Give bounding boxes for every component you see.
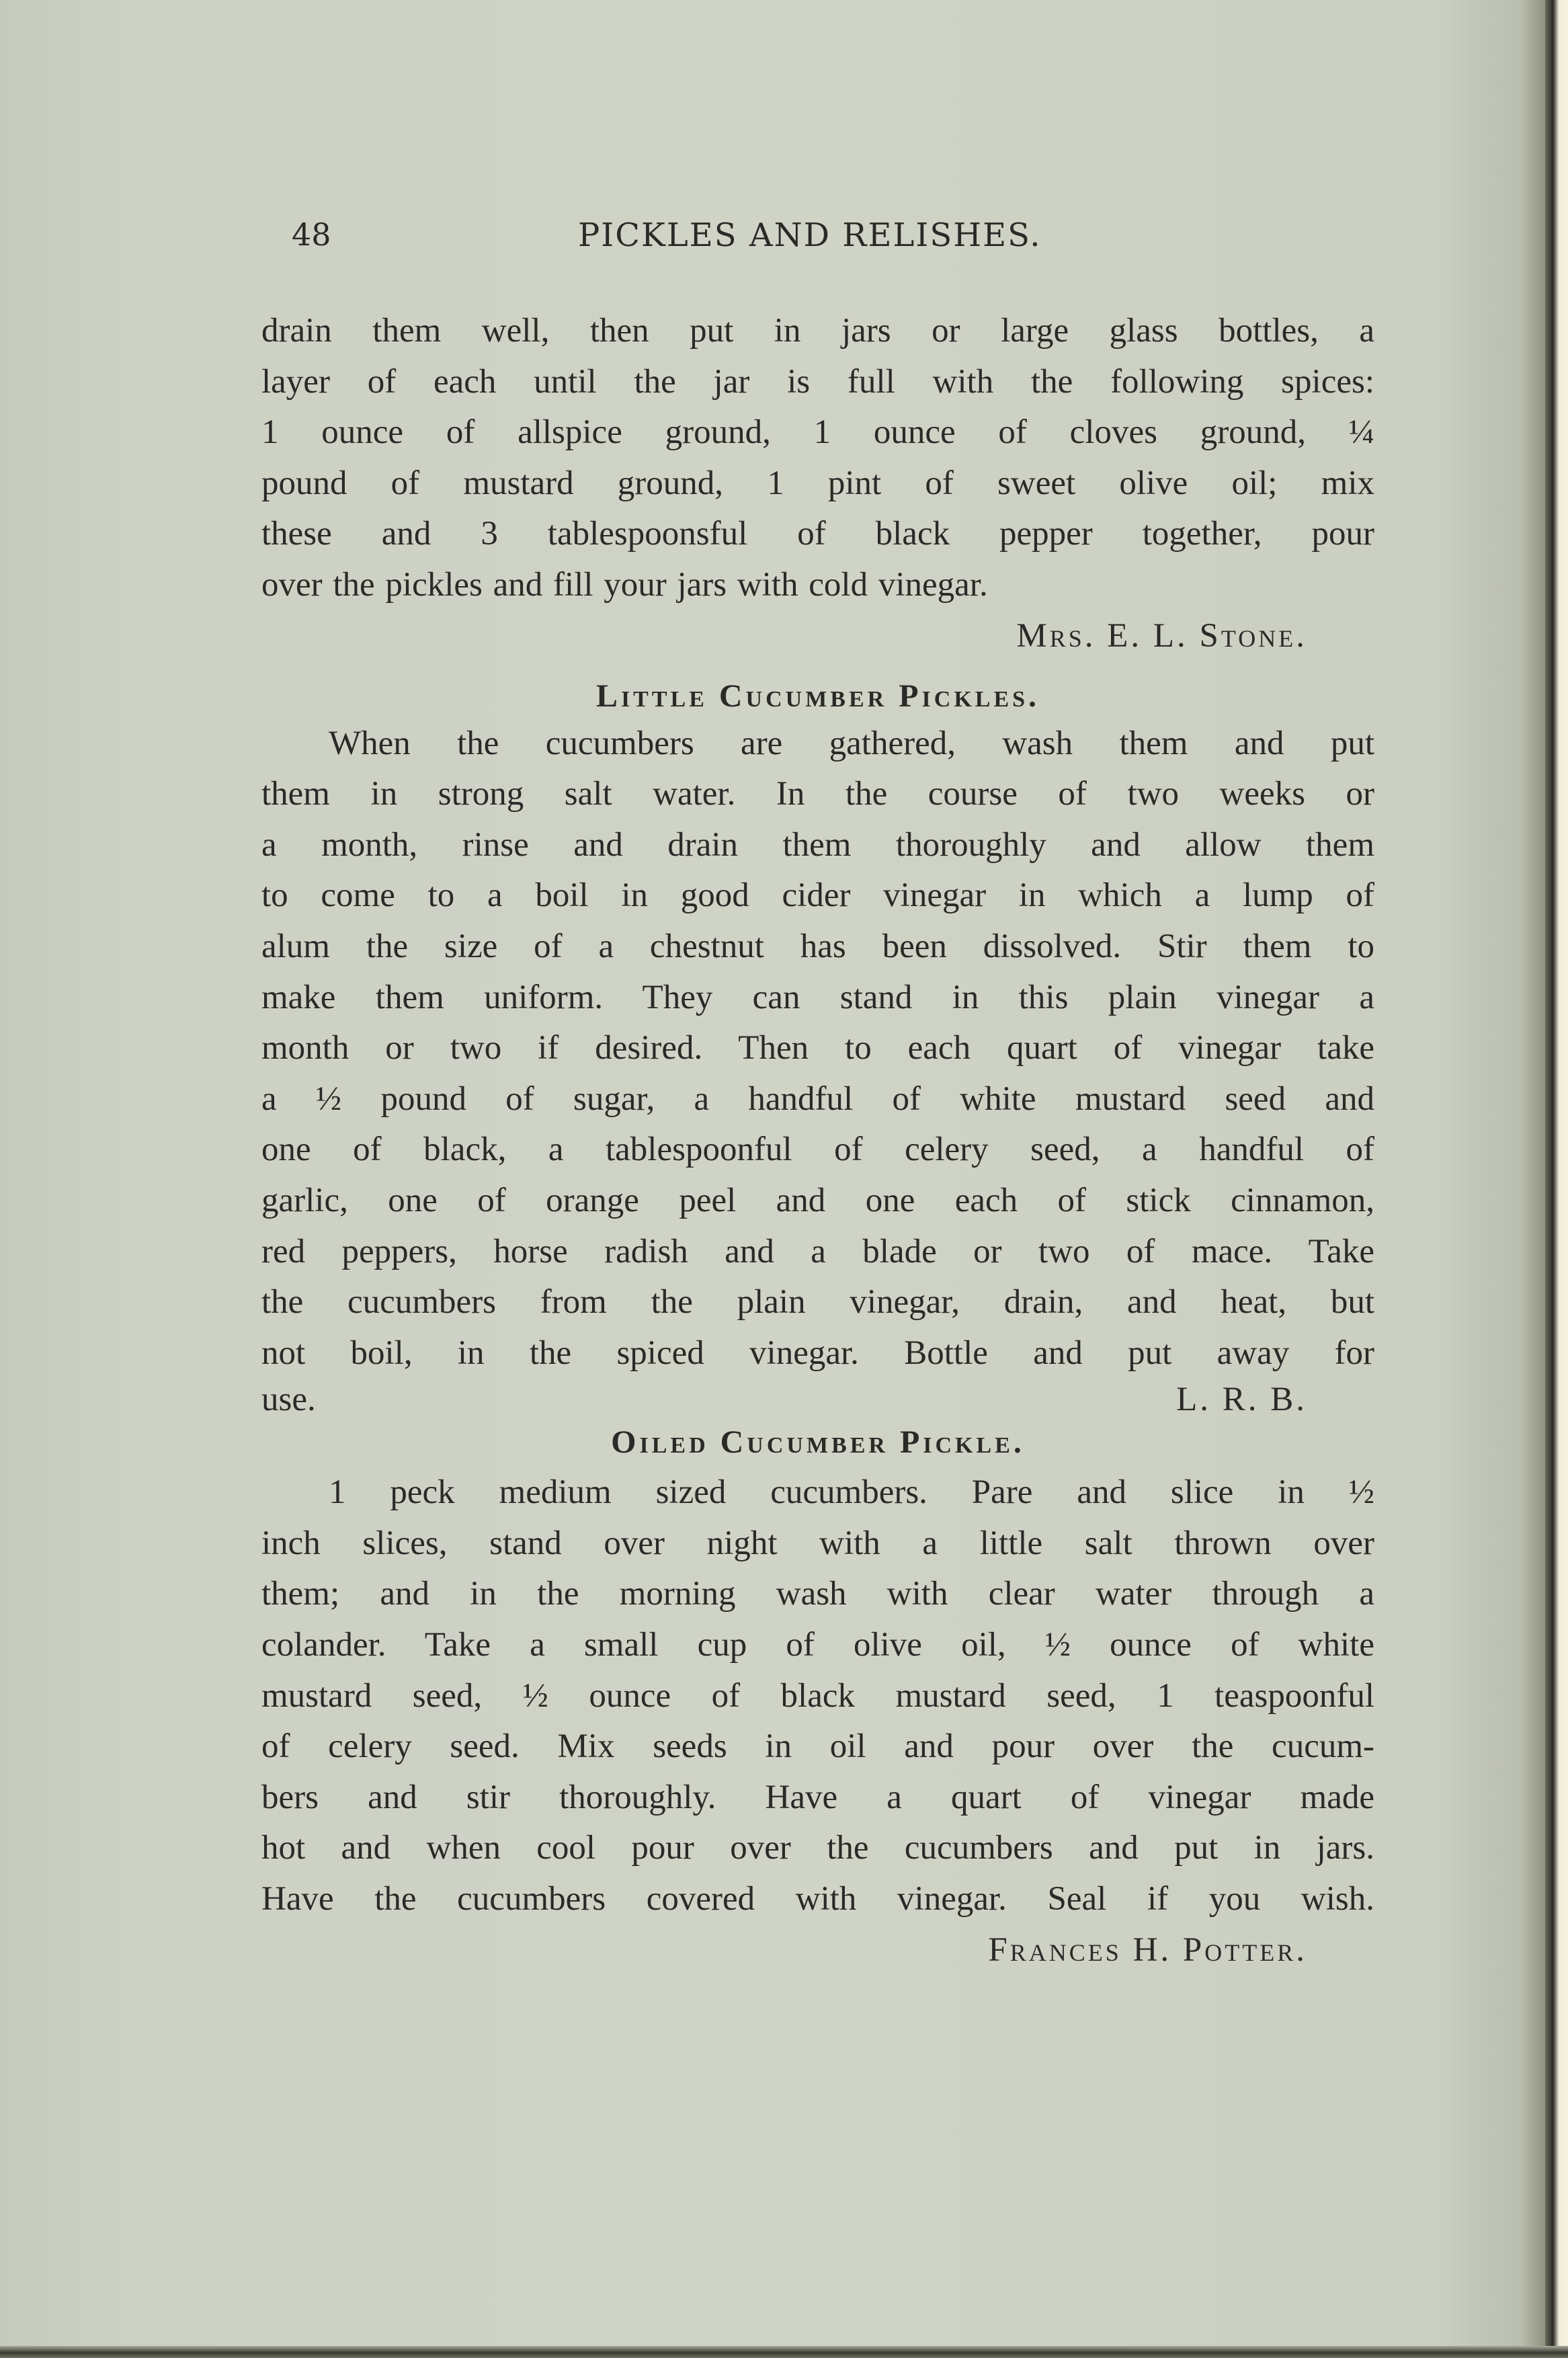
- text-line: make them uniform. They can stand in this plain vinegar a: [261, 978, 1374, 1016]
- recipe-little-cucumber-attribution: L. R. B.: [1176, 1381, 1307, 1419]
- text-line: them; and in the morning wash with clear water through a: [261, 1575, 1374, 1613]
- text-line: 1 ounce of allspice ground, 1 ounce of cloves ground, ¼: [261, 413, 1374, 452]
- text-line: not boil, in the spiced vinegar. Bottle and put away for: [261, 1334, 1374, 1372]
- text-line: a month, rinse and drain them thoroughly and allow them: [261, 825, 1374, 864]
- text-line: bers and stir thoroughly. Have a quart of vinegar made: [261, 1778, 1374, 1816]
- page-bottom-edge: [0, 2346, 1568, 2358]
- text-line: hot and when cool pour over the cucumbers and put in jars.: [261, 1829, 1374, 1867]
- text-line: colander. Take a small cup of olive oil, ½ ounce of white: [261, 1626, 1374, 1664]
- text-line: these and 3 tablespoonsful of black pepper together, pour: [261, 515, 1374, 553]
- text-line: layer of each until the jar is full with the following spices:: [261, 362, 1374, 401]
- recipe-title-oiled-cucumber: Oiled Cucumber Pickle.: [611, 1424, 1025, 1461]
- text-line: 1 peck medium sized cucumbers. Pare and slice in ½: [329, 1473, 1374, 1512]
- text-line: one of black, a tablespoonful of celery seed, a handful of: [261, 1131, 1374, 1169]
- recipe-oiled-cucumber-body: [261, 1467, 1374, 1924]
- text-line: mustard seed, ½ ounce of black mustard seed, 1 teaspoonful: [261, 1676, 1374, 1715]
- page-content: [261, 306, 1374, 1978]
- text-line: When the cucumbers are gathered, wash them and put: [329, 724, 1374, 762]
- recipe-little-cucumber-end: [261, 1379, 1374, 1420]
- text-line: the cucumbers from the plain vinegar, drain, and heat, but: [261, 1283, 1374, 1322]
- recipe-oiled-cucumber-attribution: Frances H. Potter.: [988, 1930, 1307, 1969]
- text-line: drain them well, then put in jars or large glass bottles, a: [261, 312, 1374, 350]
- text-line: a ½ pound of sugar, a handful of white mustard seed and: [261, 1080, 1374, 1118]
- text-line: alum the size of a chestnut has been dissolved. Stir them to: [261, 927, 1374, 965]
- intro-paragraph: [261, 306, 1374, 611]
- running-title: PICKLES AND RELISHES.: [578, 216, 1042, 254]
- page-number: 48: [292, 216, 331, 253]
- text-line: to come to a boil in good cider vinegar in which a lump of: [261, 877, 1374, 915]
- text-line: them in strong salt water. In the course of two weeks or: [261, 775, 1374, 813]
- text-line: over the pickles and fill your jars with cold vinegar.: [261, 565, 988, 604]
- text-line: month or two if desired. Then to each quart of vinegar take: [261, 1029, 1374, 1067]
- text-line: pound of mustard ground, 1 pint of sweet olive oil; mix: [261, 464, 1374, 502]
- text-line: garlic, one of orange peel and one each of stick cinnamon,: [261, 1181, 1374, 1219]
- page-header: [0, 216, 1568, 270]
- text-line: Have the cucumbers covered with vinegar. Seal if you wish.: [261, 1880, 1374, 1918]
- text-line: inch slices, stand over night with a little salt thrown over: [261, 1524, 1374, 1562]
- intro-attribution: Mrs. E. L. Stone.: [1016, 616, 1307, 655]
- page-spine-edge: [1545, 0, 1568, 2358]
- recipe-little-cucumber-body: [261, 719, 1374, 1379]
- text-line: red peppers, horse radish and a blade or two of mace. Take: [261, 1232, 1374, 1270]
- recipe-title-little-cucumber: Little Cucumber Pickles.: [595, 678, 1040, 714]
- text-line: of celery seed. Mix seeds in oil and pour over the cucum-: [261, 1727, 1374, 1766]
- text-line-end: use.: [261, 1381, 316, 1419]
